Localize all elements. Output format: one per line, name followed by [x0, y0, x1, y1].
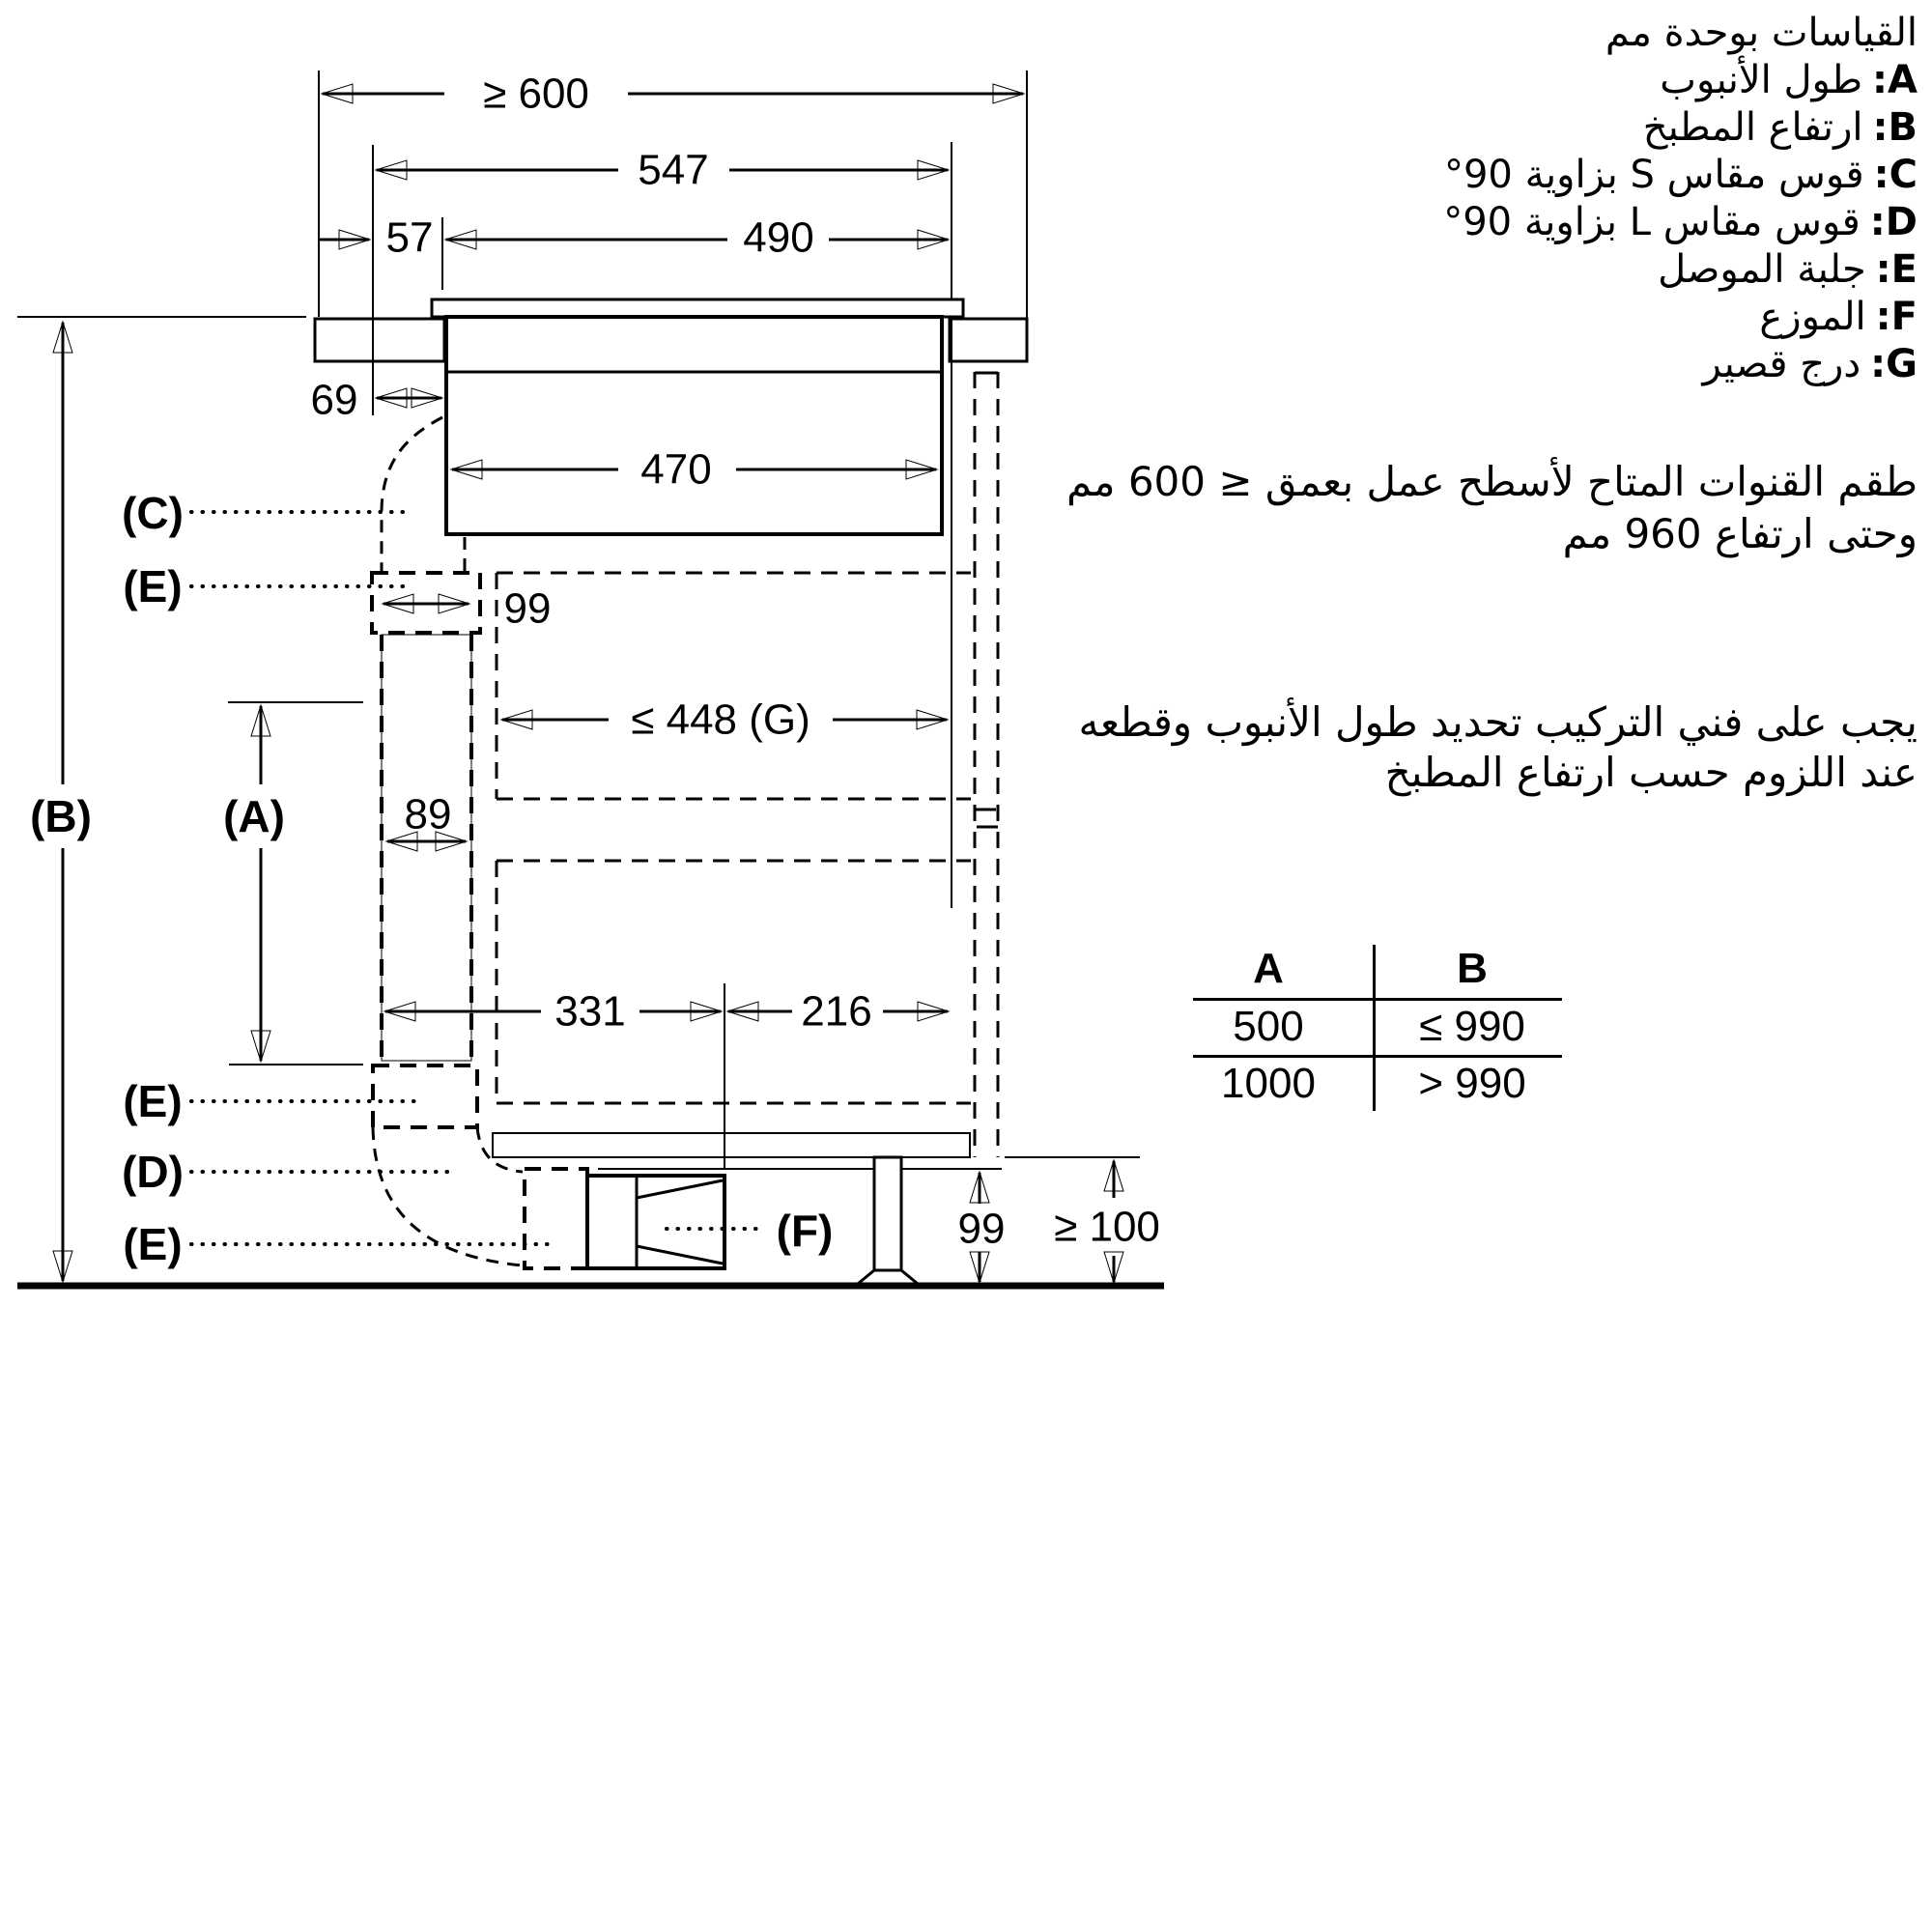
cabinet-bottom-shelf: [493, 1133, 970, 1157]
legend-text-E: جلبة الموصل: [1658, 247, 1866, 292]
legend-text-A: طول الأنبوب: [1660, 58, 1863, 102]
dim-470-label: 470: [640, 445, 712, 494]
dim-216-label: 216: [801, 987, 872, 1036]
label-C: (C): [122, 488, 184, 538]
dimension-plinth-99: [958, 1173, 1006, 1282]
dim-99-plinth-label: 99: [957, 1205, 1006, 1253]
legend-item-B: [1183, 104, 1918, 152]
legend-item-G: [1183, 341, 1918, 388]
dim-89-label: 89: [404, 790, 452, 838]
dimension-57: [319, 214, 433, 262]
legend-key-B: B:: [1872, 105, 1918, 150]
legend-key-E: E:: [1875, 247, 1918, 292]
adjustable-foot: [858, 1157, 918, 1284]
hob-glass: [432, 299, 963, 317]
table-cell-r1c1: 500: [1233, 1003, 1304, 1050]
legend: [1183, 10, 1918, 388]
dimension-drawer-448: [502, 696, 947, 744]
connector-sleeve-mid: [373, 1065, 477, 1127]
table-cell-r2c1: 1000: [1221, 1060, 1316, 1107]
note-installer-line2: عند اللزوم حسب ارتفاع المطبخ: [1384, 749, 1918, 796]
dim-448-label: ≤ 448 (G): [631, 696, 810, 744]
table-cell-r1c2: ≤ 990: [1419, 1003, 1525, 1050]
note-installer-line1: يجب على فني التركيب تحديد طول الأنبوب وقطعه: [1078, 698, 1918, 746]
dimension-69: [311, 377, 441, 424]
dimension-490: [446, 214, 948, 262]
flat-duct-pipe: [382, 635, 471, 1061]
label-F: (F): [776, 1206, 834, 1256]
legend-text-C: قوس مقاس S بزاوية 90°: [1443, 153, 1864, 197]
dimension-kitchen-height-B: [30, 323, 92, 1281]
label-A: (A): [223, 791, 285, 841]
legend-title: القياسات بوحدة مم: [1605, 11, 1918, 55]
label-D: (D): [122, 1147, 184, 1197]
table-row-rule: [1193, 1055, 1562, 1058]
note-installer: [952, 697, 1918, 798]
dim-547-label: 547: [638, 146, 709, 194]
legend-key-C: C:: [1873, 153, 1918, 197]
legend-text-F: الموزع: [1759, 295, 1866, 339]
note-duct-kit-line2: وحتى ارتفاع 960 مم: [1562, 510, 1918, 557]
legend-text-D: قوس مقاس L بزاوية 90°: [1443, 200, 1861, 244]
label-C-group: [122, 488, 413, 538]
dimension-clearance-100: [1054, 1161, 1160, 1282]
lower-cavity-outline: [497, 861, 971, 1103]
legend-text-B: ارتفاع المطبخ: [1642, 105, 1863, 150]
dim-57-label: 57: [385, 213, 434, 262]
table-cell-r2c2: > 990: [1418, 1060, 1526, 1107]
legend-item-F: [1183, 294, 1918, 341]
label-E-bottom: (E): [123, 1219, 183, 1269]
dimension-hob-width: [377, 147, 948, 194]
legend-item-C: [1183, 152, 1918, 199]
dim-100-label: ≥ 100: [1054, 1203, 1160, 1251]
legend-key-D: D:: [1869, 200, 1918, 244]
dim-99-duct-label: 99: [503, 584, 552, 633]
label-E-top: (E): [123, 561, 183, 611]
dimension-331: [385, 988, 721, 1036]
table-header-rule: [1193, 998, 1562, 1001]
label-E-mid: (E): [123, 1076, 183, 1126]
label-B: (B): [30, 791, 92, 841]
short-drawer-outline: [497, 573, 971, 799]
table-header-A: A: [1253, 945, 1284, 992]
legend-item-E: [1183, 246, 1918, 294]
label-E-bottom-group: [123, 1219, 549, 1269]
legend-item-A: [1183, 57, 1918, 104]
dimension-top-width: [323, 71, 1023, 118]
legend-key-G: G:: [1870, 342, 1918, 386]
dim-69-label: 69: [310, 376, 358, 424]
label-E-top-group: [123, 561, 413, 611]
dimension-pipe-89: [387, 791, 466, 842]
table-header-B: B: [1457, 945, 1488, 992]
connector-sleeve-bottom: [525, 1169, 587, 1268]
hob-body: [446, 317, 942, 534]
legend-key-F: F:: [1875, 295, 1918, 339]
worktop-left: [315, 319, 444, 361]
legend-key-A: A:: [1872, 58, 1918, 102]
worktop-right: [950, 319, 1027, 361]
dim-331-label: 331: [554, 987, 626, 1036]
dimension-216: [728, 988, 948, 1036]
note-duct-kit-line1: طقم القنوات المتاح لأسطح عمل بعمق ≤ 600 مم: [1066, 458, 1918, 505]
dim-490-label: 490: [743, 213, 814, 262]
note-duct-kit: [952, 456, 1918, 560]
ab-table: [1164, 937, 1628, 1130]
legend-text-G: درج قصير: [1702, 342, 1861, 386]
blower-unit: [587, 1176, 724, 1268]
legend-item-D: [1183, 199, 1918, 246]
dimension-pipe-length-A: [223, 706, 285, 1061]
dim-600-label: ≥ 600: [483, 70, 589, 118]
label-D-group: [122, 1147, 447, 1197]
